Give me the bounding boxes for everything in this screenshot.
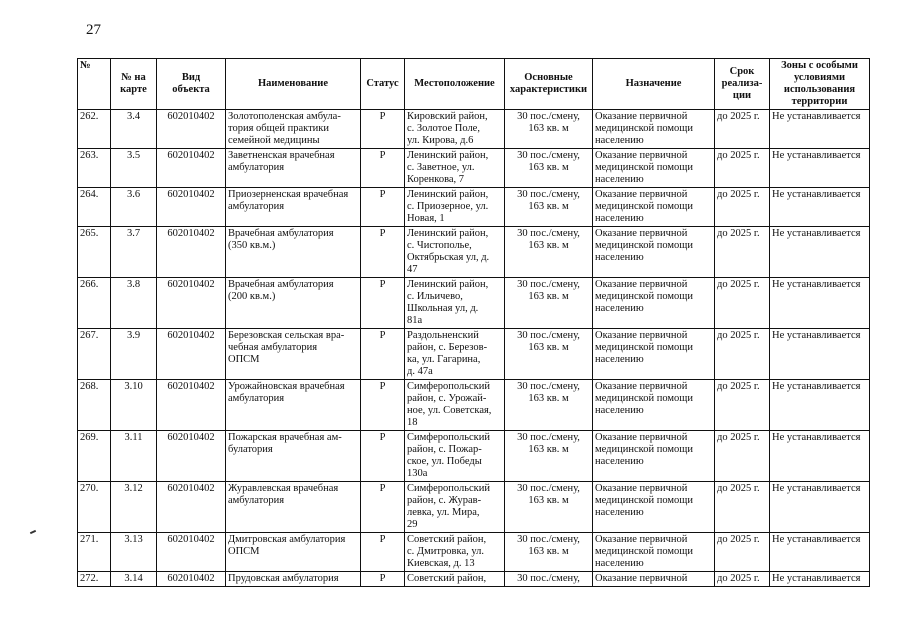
page-number: 27 xyxy=(86,22,101,38)
cell-name: Заветненская врачебная амбулатория xyxy=(226,149,361,188)
cell-purpose: Оказание первичной медицинской помощи населению xyxy=(593,533,715,572)
cell-map: 3.4 xyxy=(111,110,157,149)
header-type: Вид объекта xyxy=(157,59,226,110)
cell-status: Р xyxy=(361,533,405,572)
cell-purpose: Оказание первичной медицинской помощи населению xyxy=(593,482,715,533)
cell-num: 266. xyxy=(78,278,111,329)
cell-num: 263. xyxy=(78,149,111,188)
cell-num: 268. xyxy=(78,380,111,431)
cell-term: до 2025 г. xyxy=(715,533,770,572)
cell-type: 602010402 xyxy=(157,227,226,278)
cell-term: до 2025 г. xyxy=(715,431,770,482)
cell-location: Кировский район, с. Золотое Поле, ул. Кирова, д.6 xyxy=(405,110,505,149)
cell-location: Ленинский район, с. Чистополье, Октябрьская ул, д. 47 xyxy=(405,227,505,278)
cell-location: Советский район, xyxy=(405,572,505,587)
cell-map: 3.8 xyxy=(111,278,157,329)
cell-status: Р xyxy=(361,329,405,380)
cell-map: 3.7 xyxy=(111,227,157,278)
cell-purpose: Оказание первичной медицинской помощи населению xyxy=(593,149,715,188)
cell-term: до 2025 г. xyxy=(715,188,770,227)
cell-zones: Не устанавливается xyxy=(770,110,870,149)
cell-status: Р xyxy=(361,431,405,482)
cell-location: Симферопольский район, с. Урожай- ное, ул. Советская, 18 xyxy=(405,380,505,431)
cell-status: Р xyxy=(361,188,405,227)
table-row xyxy=(78,278,870,329)
cell-purpose: Оказание первичной xyxy=(593,572,715,587)
cell-type: 602010402 xyxy=(157,188,226,227)
cell-term: до 2025 г. xyxy=(715,149,770,188)
cell-term: до 2025 г. xyxy=(715,227,770,278)
cell-num: 262. xyxy=(78,110,111,149)
cell-chars: 30 пос./смену, 163 кв. м xyxy=(505,278,593,329)
cell-status: Р xyxy=(361,482,405,533)
cell-term: до 2025 г. xyxy=(715,482,770,533)
cell-type: 602010402 xyxy=(157,278,226,329)
cell-location: Советский район, с. Дмитровка, ул. Киевская, д. 13 xyxy=(405,533,505,572)
cell-zones: Не устанавливается xyxy=(770,188,870,227)
table-row xyxy=(78,431,870,482)
cell-type: 602010402 xyxy=(157,380,226,431)
cell-term: до 2025 г. xyxy=(715,572,770,587)
header-row xyxy=(78,59,870,110)
cell-type: 602010402 xyxy=(157,482,226,533)
table-row xyxy=(78,533,870,572)
cell-map: 3.13 xyxy=(111,533,157,572)
cell-zones: Не устанавливается xyxy=(770,572,870,587)
cell-map: 3.11 xyxy=(111,431,157,482)
cell-location: Симферопольский район, с. Журав- левка, ул. Мира, 29 xyxy=(405,482,505,533)
cell-num: 269. xyxy=(78,431,111,482)
cell-zones: Не устанавливается xyxy=(770,227,870,278)
cell-map: 3.14 xyxy=(111,572,157,587)
cell-location: Ленинский район, с. Заветное, ул. Коренкова, 7 xyxy=(405,149,505,188)
cell-map: 3.10 xyxy=(111,380,157,431)
cell-chars: 30 пос./смену, 163 кв. м xyxy=(505,380,593,431)
cell-chars: 30 пос./смену, 163 кв. м xyxy=(505,482,593,533)
header-status: Статус xyxy=(361,59,405,110)
cell-zones: Не устанавливается xyxy=(770,380,870,431)
cell-name: Прудовская амбулатория xyxy=(226,572,361,587)
cell-chars: 30 пос./смену, 163 кв. м xyxy=(505,110,593,149)
table-row xyxy=(78,110,870,149)
cell-zones: Не устанавливается xyxy=(770,482,870,533)
cell-num: 267. xyxy=(78,329,111,380)
cell-location: Ленинский район, с. Приозерное, ул. Новая, 1 xyxy=(405,188,505,227)
cell-location: Ленинский район, с. Ильичево, Школьная ул, д. 81а xyxy=(405,278,505,329)
cell-chars: 30 пос./смену, 163 кв. м xyxy=(505,533,593,572)
cell-purpose: Оказание первичной медицинской помощи населению xyxy=(593,227,715,278)
cell-purpose: Оказание первичной медицинской помощи населению xyxy=(593,431,715,482)
cell-zones: Не устанавливается xyxy=(770,278,870,329)
cell-type: 602010402 xyxy=(157,431,226,482)
cell-name: Приозерненская врачебная амбулатория xyxy=(226,188,361,227)
header-zones: Зоны с особыми условиями использования территории xyxy=(770,59,870,110)
header-chars: Основные характеристики xyxy=(505,59,593,110)
cell-chars: 30 пос./смену, 163 кв. м xyxy=(505,188,593,227)
cell-purpose: Оказание первичной медицинской помощи населению xyxy=(593,278,715,329)
cell-purpose: Оказание первичной медицинской помощи населению xyxy=(593,329,715,380)
cell-map: 3.12 xyxy=(111,482,157,533)
header-term: Срок реализа- ции xyxy=(715,59,770,110)
header-name: Наименование xyxy=(226,59,361,110)
table-row xyxy=(78,329,870,380)
cell-num: 264. xyxy=(78,188,111,227)
cell-purpose: Оказание первичной медицинской помощи населению xyxy=(593,380,715,431)
cell-map: 3.5 xyxy=(111,149,157,188)
cell-location: Симферопольский район, с. Пожар- ское, ул. Победы 130а xyxy=(405,431,505,482)
table-row xyxy=(78,149,870,188)
cell-name: Урожайновская врачебная амбулатория xyxy=(226,380,361,431)
cell-purpose: Оказание первичной медицинской помощи населению xyxy=(593,110,715,149)
table-row xyxy=(78,380,870,431)
cell-type: 602010402 xyxy=(157,572,226,587)
cell-status: Р xyxy=(361,278,405,329)
cell-status: Р xyxy=(361,572,405,587)
cell-num: 272. xyxy=(78,572,111,587)
header-num: № xyxy=(78,59,111,110)
cell-zones: Не устанавливается xyxy=(770,431,870,482)
cell-num: 271. xyxy=(78,533,111,572)
cell-status: Р xyxy=(361,380,405,431)
cell-chars: 30 пос./смену, 163 кв. м xyxy=(505,431,593,482)
cell-name: Березовская сельская вра- чебная амбулатория ОПСМ xyxy=(226,329,361,380)
cell-type: 602010402 xyxy=(157,110,226,149)
cell-type: 602010402 xyxy=(157,329,226,380)
cell-num: 270. xyxy=(78,482,111,533)
facilities-table xyxy=(77,58,870,587)
cell-name: Врачебная амбулатория (200 кв.м.) xyxy=(226,278,361,329)
cell-zones: Не устанавливается xyxy=(770,329,870,380)
cell-chars: 30 пос./смену, 163 кв. м xyxy=(505,227,593,278)
table-row xyxy=(78,482,870,533)
cell-status: Р xyxy=(361,149,405,188)
cell-status: Р xyxy=(361,227,405,278)
cell-status: Р xyxy=(361,110,405,149)
cell-term: до 2025 г. xyxy=(715,110,770,149)
cell-term: до 2025 г. xyxy=(715,278,770,329)
cell-map: 3.9 xyxy=(111,329,157,380)
cell-name: Пожарская врачебная ам- булатория xyxy=(226,431,361,482)
cell-type: 602010402 xyxy=(157,149,226,188)
cell-type: 602010402 xyxy=(157,533,226,572)
cell-name: Дмитровская амбулатория ОПСМ xyxy=(226,533,361,572)
cell-name: Золотополенская амбула- тория общей практики семейной медицины xyxy=(226,110,361,149)
cell-purpose: Оказание первичной медицинской помощи населению xyxy=(593,188,715,227)
cell-chars: 30 пос./смену, 163 кв. м xyxy=(505,329,593,380)
margin-mark xyxy=(30,530,36,534)
table-row xyxy=(78,188,870,227)
table-row xyxy=(78,227,870,278)
header-map: № на карте xyxy=(111,59,157,110)
cell-name: Журавлевская врачебная амбулатория xyxy=(226,482,361,533)
table-row xyxy=(78,572,870,587)
cell-chars: 30 пос./смену, xyxy=(505,572,593,587)
header-location: Местоположение xyxy=(405,59,505,110)
cell-location: Раздольненский район, с. Березов- ка, ул. Гагарина, д. 47а xyxy=(405,329,505,380)
cell-num: 265. xyxy=(78,227,111,278)
cell-chars: 30 пос./смену, 163 кв. м xyxy=(505,149,593,188)
cell-term: до 2025 г. xyxy=(715,329,770,380)
cell-name: Врачебная амбулатория (350 кв.м.) xyxy=(226,227,361,278)
cell-zones: Не устанавливается xyxy=(770,149,870,188)
cell-map: 3.6 xyxy=(111,188,157,227)
cell-zones: Не устанавливается xyxy=(770,533,870,572)
cell-term: до 2025 г. xyxy=(715,380,770,431)
header-purpose: Назначение xyxy=(593,59,715,110)
